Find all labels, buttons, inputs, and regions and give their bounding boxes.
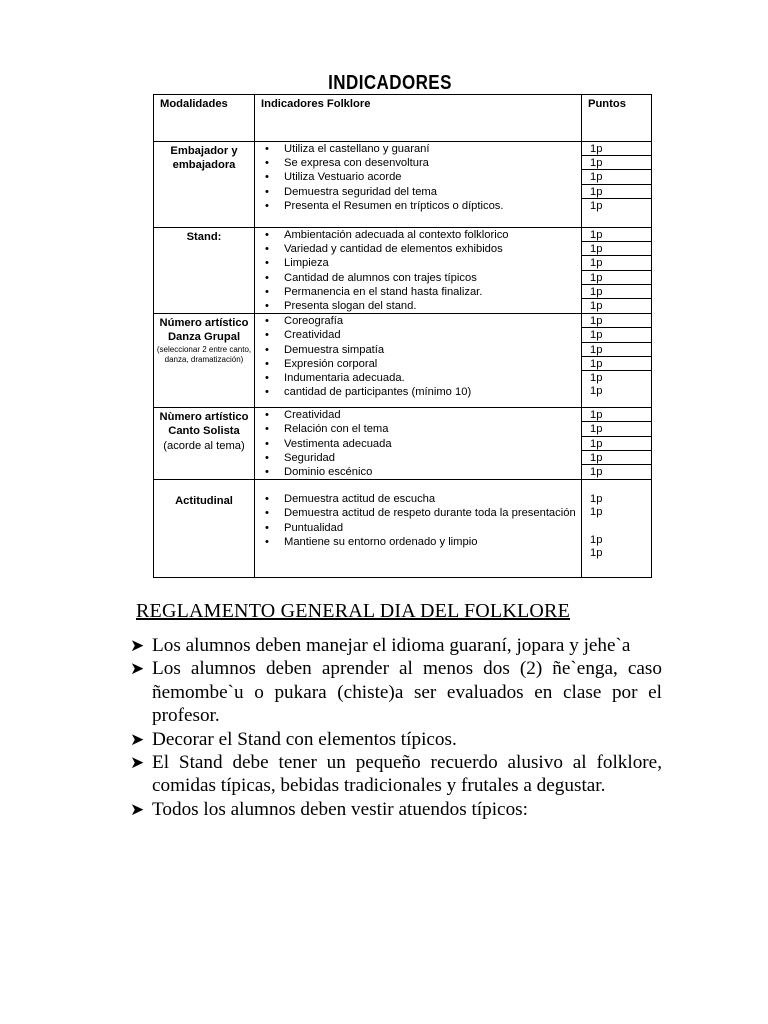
indicator-item: • Expresión corporal <box>255 357 581 371</box>
indicator-item: • Cantidad de alumnos con trajes típicos <box>255 271 581 285</box>
indicadores-cell <box>255 408 582 480</box>
indicator-item: • Utiliza el castellano y guaraní <box>255 142 581 156</box>
arrow-bullet-icon: ➤ <box>130 659 145 679</box>
indicator-item: • Utiliza Vestuario acorde <box>255 170 581 184</box>
indicadores-cell <box>255 142 582 228</box>
points-value: 1p <box>590 371 603 384</box>
table-row <box>154 408 652 480</box>
header-indicadores: Indicadores Folklore <box>255 95 582 142</box>
points-value: 1p <box>582 142 651 156</box>
modalidad-cell <box>154 142 255 228</box>
modalidad-cell <box>154 314 255 408</box>
points-value: 1p <box>582 451 651 465</box>
indicator-item: • Demuestra actitud de respeto durante toda la presentación <box>255 506 581 520</box>
indicator-item: • Presenta slogan del stand. <box>255 299 581 313</box>
indicator-item: • Creatividad <box>255 408 581 422</box>
points-value: 1p <box>582 285 651 299</box>
puntos-cell <box>582 142 652 228</box>
indicator-item: • Demuestra actitud de escucha <box>255 492 581 506</box>
indicator-item: • Creatividad <box>255 328 581 342</box>
rule-text: Decorar el Stand con elementos típicos. <box>152 728 457 750</box>
points-value: 1p <box>582 328 651 342</box>
points-value: 1p <box>582 170 651 184</box>
indicator-item: • Demuestra seguridad del tema <box>255 185 581 199</box>
puntos-cell <box>582 314 652 408</box>
points-value: 1p <box>590 493 603 506</box>
modalidad-cell <box>154 228 255 314</box>
points-value: 1p <box>582 242 651 256</box>
indicadores-cell <box>255 314 582 408</box>
points-value: 1p <box>582 437 651 451</box>
modalidad-note: (acorde al tema) <box>163 439 245 452</box>
rule-text: Los alumnos deben aprender al menos dos (2) ñe`enga, caso ñemombe`u o pukara (chiste)a ser evaluados en clase por el profesor. <box>152 658 662 727</box>
points-value: 1p <box>582 357 651 371</box>
points-value: 1p <box>582 271 651 285</box>
modalidad-label: Embajador y embajadora <box>170 145 238 172</box>
points-value: 1p <box>582 408 651 422</box>
table-header-row <box>154 95 652 142</box>
indicator-item: • Variedad y cantidad de elementos exhibidos <box>255 242 581 256</box>
puntos-cell <box>582 228 652 314</box>
list-item <box>130 798 662 821</box>
indicator-item: • Presenta el Resumen en trípticos o dípticos. <box>255 199 581 213</box>
indicator-item: • Permanencia en el stand hasta finalizar. <box>255 285 581 299</box>
points-value: 1p <box>590 533 603 546</box>
rule-text: Todos los alumnos deben vestir atuendos típicos: <box>152 798 528 820</box>
points-value: 1p <box>582 256 651 270</box>
modalidad-cell <box>154 480 255 578</box>
points-value: 1p <box>582 185 651 199</box>
list-item <box>130 657 662 727</box>
points-value: 1p <box>590 506 603 519</box>
modalidad-cell <box>154 408 255 480</box>
points-value: 1p <box>582 422 651 436</box>
indicator-item: • Coreografía <box>255 314 581 328</box>
table-row <box>154 228 652 314</box>
arrow-bullet-icon: ➤ <box>130 753 145 773</box>
table-row <box>154 480 652 578</box>
points-value: 1p <box>582 314 651 328</box>
modalidad-label: Actitudinal <box>175 495 233 508</box>
indicator-item: • Ambientación adecuada al contexto folklorico <box>255 228 581 242</box>
indicator-item: • Relación con el tema <box>255 422 581 436</box>
rule-text: Los alumnos deben manejar el idioma guaraní, jopara y jehe`a <box>152 635 631 656</box>
indicadores-cell <box>255 480 582 578</box>
reglamento-list <box>130 634 662 821</box>
table-row <box>154 314 652 408</box>
indicator-item: • Seguridad <box>255 451 581 465</box>
puntos-cell <box>582 480 652 578</box>
points-value: 1p <box>590 199 603 212</box>
points-value: 1p <box>582 156 651 170</box>
modalidad-note: (seleccionar 2 entre canto, danza, dramatización) <box>156 344 252 364</box>
arrow-bullet-icon: ➤ <box>130 729 145 749</box>
arrow-bullet-icon: ➤ <box>130 636 145 655</box>
indicator-item: • Se expresa con desenvoltura <box>255 156 581 170</box>
points-value: 1p <box>582 228 651 242</box>
indicator-item: • Demuestra simpatía <box>255 343 581 357</box>
indicator-item: • Vestimenta adecuada <box>255 437 581 451</box>
indicator-item: • Puntualidad <box>255 521 581 535</box>
puntos-cell <box>582 408 652 480</box>
modalidad-label: Número artístico Danza Grupal <box>159 317 249 344</box>
list-item <box>130 634 662 657</box>
header-modalidades: Modalidades <box>154 95 255 142</box>
reglamento-title: REGLAMENTO GENERAL DIA DEL FOLKLORE <box>136 600 571 622</box>
points-value: 1p <box>590 299 603 312</box>
list-item <box>130 751 662 798</box>
page-title: INDICADORES <box>328 72 452 94</box>
modalidad-label: Stand: <box>186 231 222 243</box>
list-item <box>130 728 662 751</box>
indicator-item: • cantidad de participantes (mínimo 10) <box>255 385 581 399</box>
modalidad-label: Nùmero artístico Canto Solista <box>159 411 249 438</box>
indicators-table <box>153 94 652 578</box>
table-row <box>154 142 652 228</box>
points-value: 1p <box>590 546 603 559</box>
indicadores-cell <box>255 228 582 314</box>
indicator-item: • Limpieza <box>255 256 581 270</box>
points-value: 1p <box>590 385 603 398</box>
header-puntos: Puntos <box>582 95 652 142</box>
points-value: 1p <box>590 465 603 478</box>
rule-text: El Stand debe tener un pequeño recuerdo alusivo al folklore, comidas típicas, bebidas tradicionales y frutales a degustar. <box>152 752 662 797</box>
arrow-bullet-icon: ➤ <box>130 799 145 819</box>
indicator-item: • Mantiene su entorno ordenado y limpio <box>255 535 581 549</box>
points-value: 1p <box>582 343 651 357</box>
indicator-item: • Indumentaria adecuada. <box>255 371 581 385</box>
indicator-item: • Dominio escénico <box>255 465 581 479</box>
